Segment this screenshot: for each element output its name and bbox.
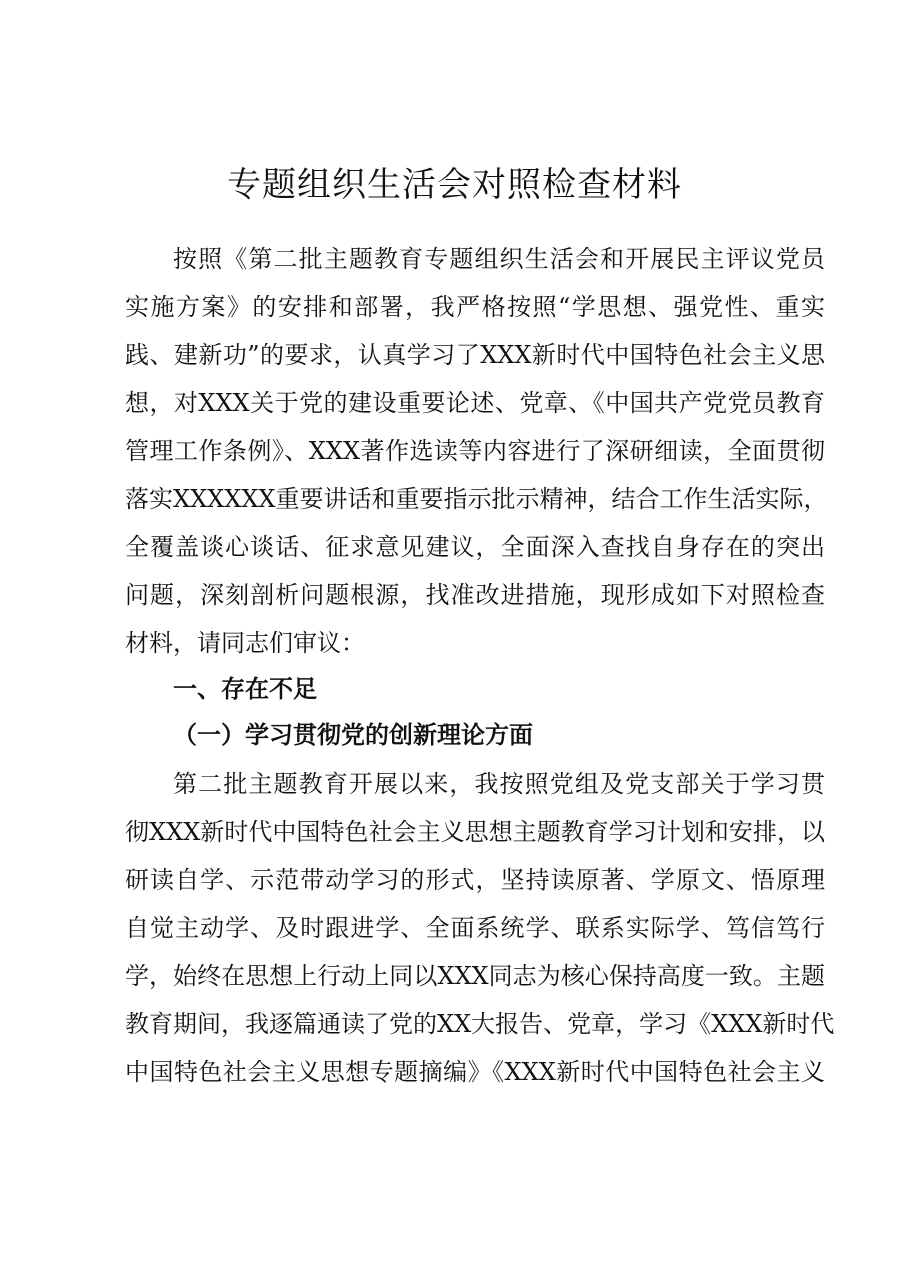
intro-line: 实施方案》的安排和部署，我严格按照“学思想、强党性、重实 (125, 293, 825, 321)
subsection-heading: （一）学习贯彻党的创新理论方面 (173, 720, 533, 749)
intro-line: 问题，深刻剖析问题根源，找准改进措施，现形成如下对照检查 (125, 581, 825, 609)
document-title: 专题组织生活会对照检查材料 (227, 165, 682, 205)
body-line: 研读自学、示范带动学习的形式，坚持读原著、学原文、悟原理 (125, 866, 825, 894)
body-line: 学，始终在思想上行动上同以XXX同志为核心保持高度一致。主题 (125, 962, 825, 990)
intro-line: 按照《第二批主题教育专题组织生活会和开展民主评议党员 (173, 245, 825, 273)
body-line: 第二批主题教育开展以来，我按照党组及党支部关于学习贯 (173, 770, 825, 798)
intro-line: 践、建新功”的要求，认真学习了XXX新时代中国特色社会主义思 (125, 341, 825, 369)
intro-line: 全覆盖谈心谈话、征求意见建议，全面深入查找自身存在的突出 (125, 533, 825, 561)
intro-line: 想，对XXX关于党的建设重要论述、党章、《中国共产党党员教育 (125, 389, 825, 417)
intro-line: 管理工作条例》、XXX著作选读等内容进行了深研细读，全面贯彻 (125, 437, 825, 465)
body-line: 自觉主动学、及时跟进学、全面系统学、联系实际学、笃信笃行 (125, 914, 825, 942)
intro-line: 落实XXXXXX重要讲话和重要指示批示精神，结合工作生活实际， (125, 485, 828, 513)
body-line: 教育期间，我逐篇通读了党的XX大报告、党章，学习《XXX新时代 (125, 1010, 835, 1038)
intro-line: 材料，请同志们审议： (125, 629, 365, 657)
body-line: 中国特色社会主义思想专题摘编》《XXX新时代中国特色社会主义 (125, 1058, 825, 1086)
body-line: 彻XXX新时代中国特色社会主义思想主题教育学习计划和安排，以 (125, 818, 825, 846)
section-heading: 一、存在不足 (173, 675, 317, 703)
